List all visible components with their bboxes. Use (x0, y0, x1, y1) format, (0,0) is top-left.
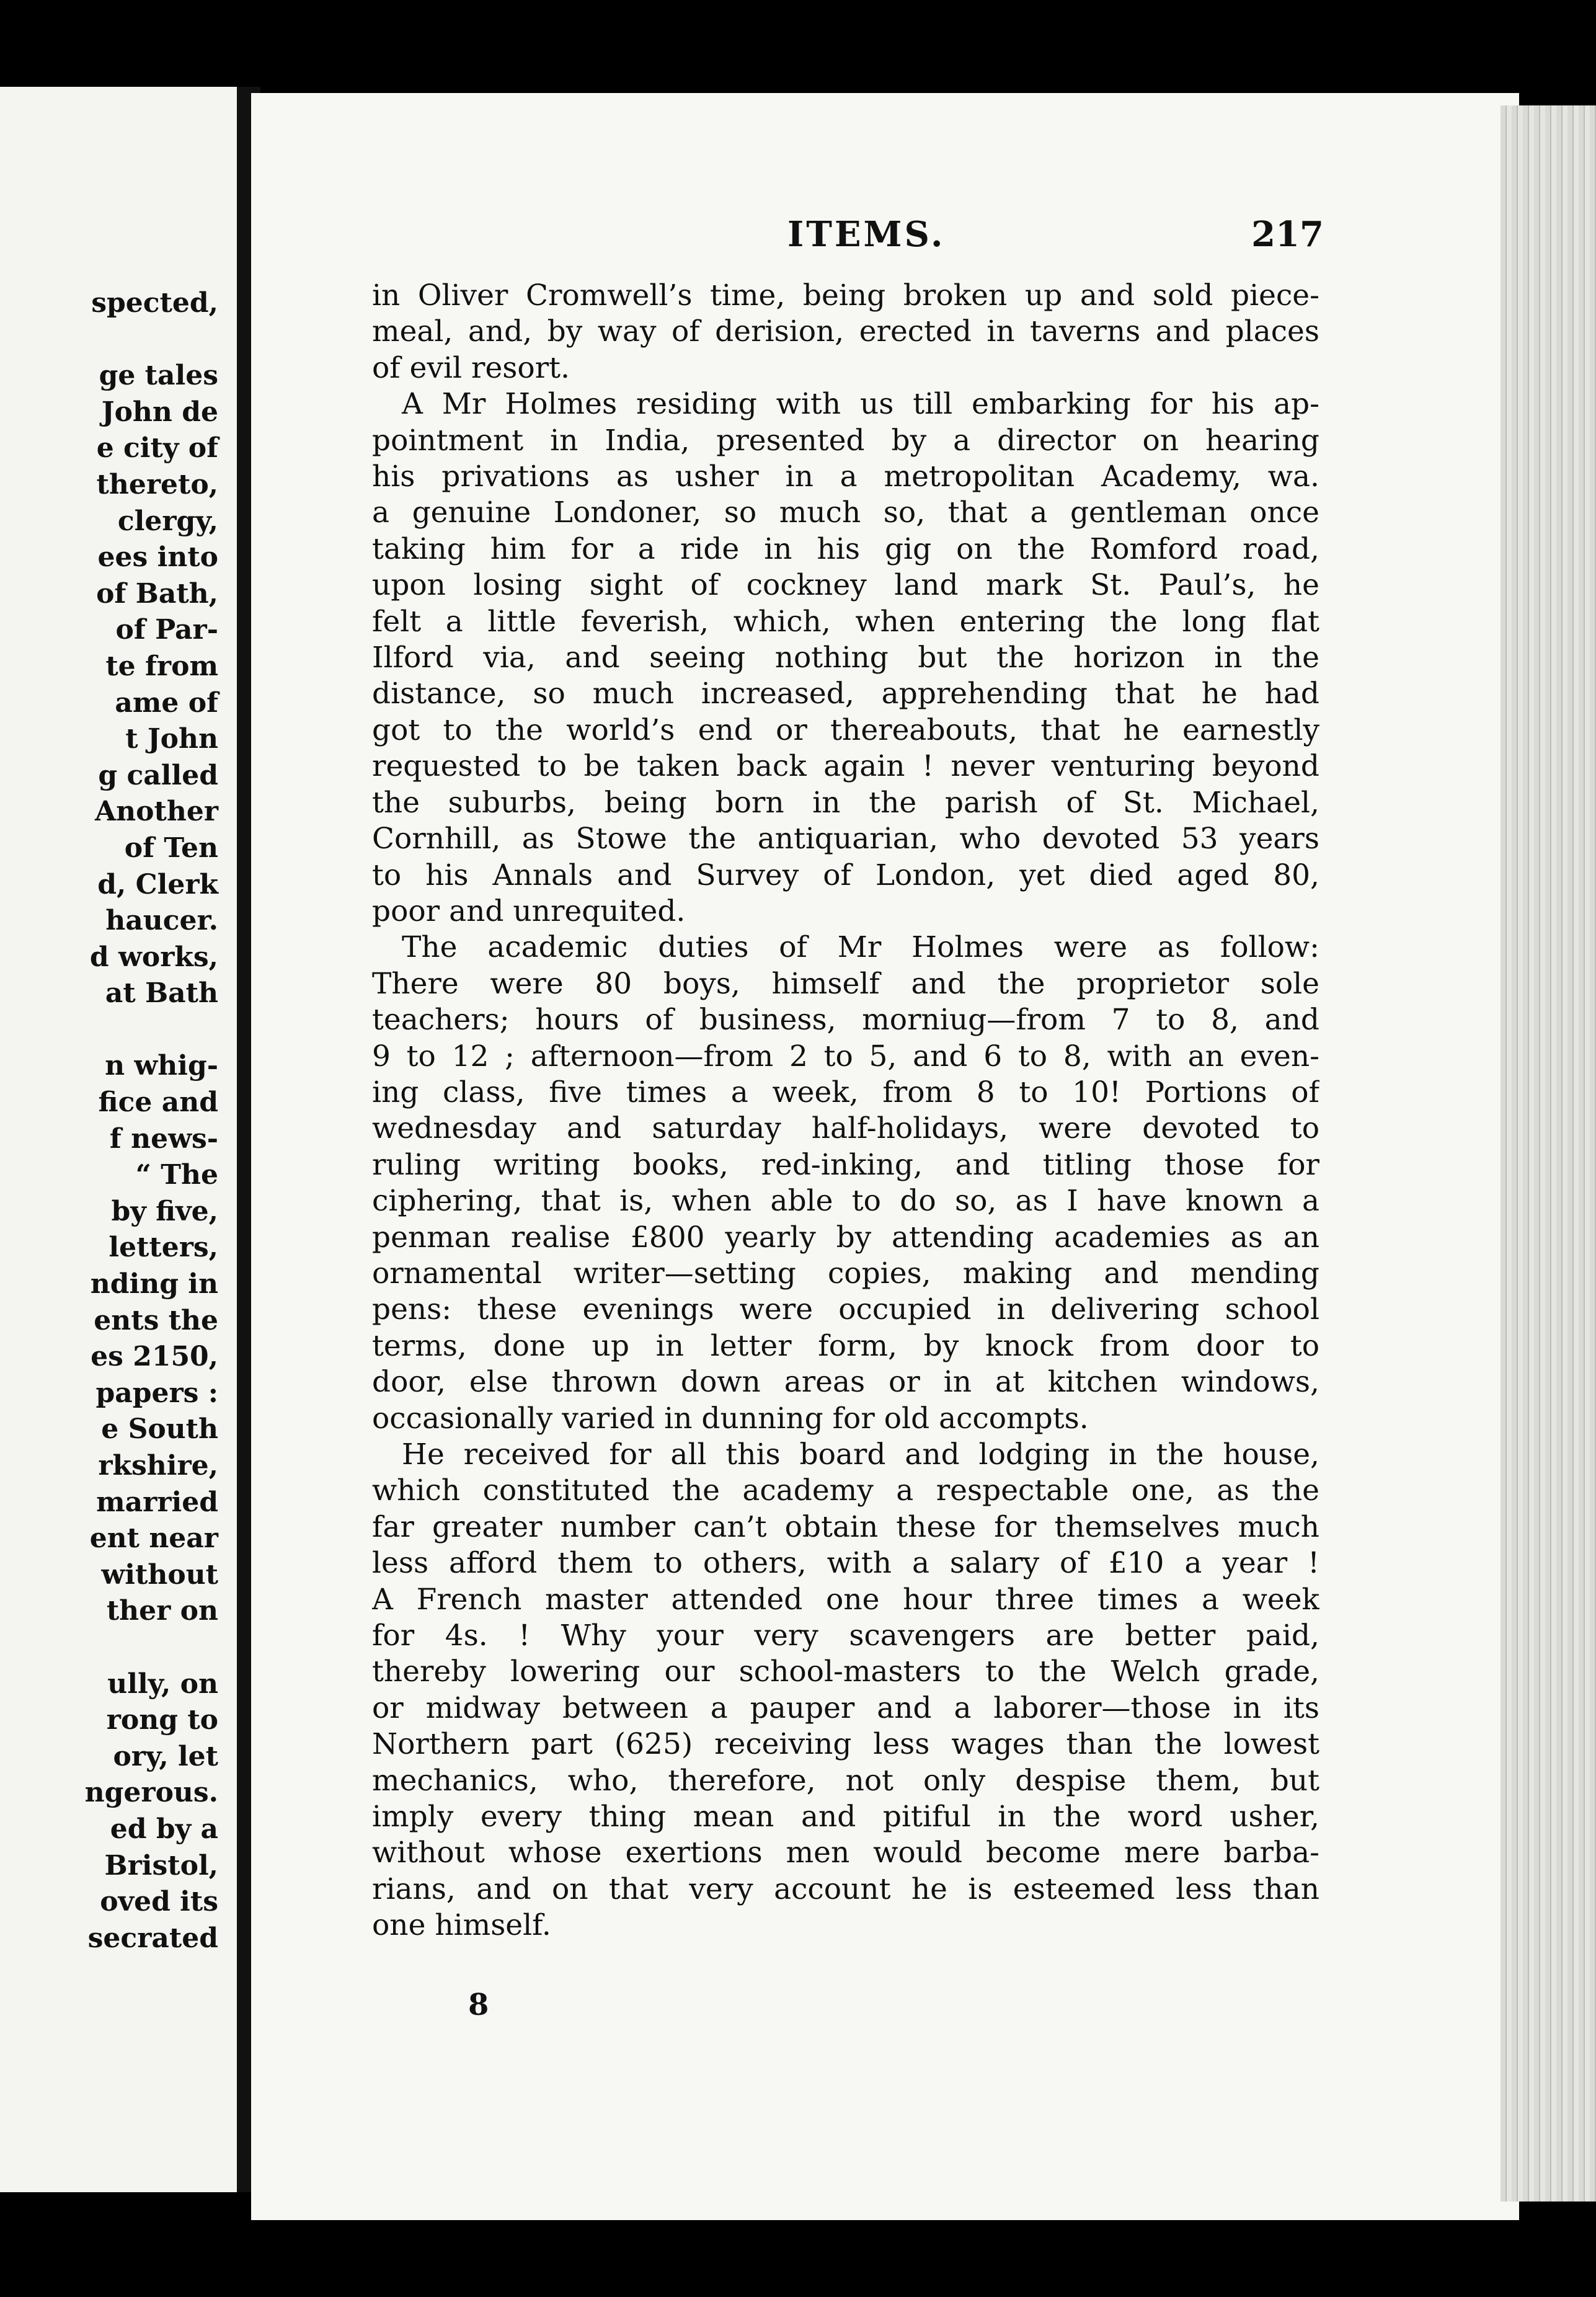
text-line: his privations as usher in a metropolitan Academy, wa. (372, 460, 1319, 494)
text-line: teachers; hours of business, morniug—from 7 to 8, and (372, 1003, 1319, 1037)
text-line: occasionally varied in dunning for old accompts. (372, 1401, 1089, 1436)
left-page-line: ther on (106, 1595, 218, 1627)
left-page-line: of Par- (115, 614, 218, 646)
left-page-line: ame of (115, 686, 218, 719)
text-line: There were 80 boys, himself and the proprietor sole (372, 966, 1319, 1001)
left-page-line: e South (101, 1413, 218, 1446)
left-page-line: ents the (94, 1304, 218, 1336)
left-page-text-fragments (7, 285, 218, 1957)
left-page-line: te from (105, 650, 218, 682)
left-page-line: ees into (97, 541, 218, 574)
page-header (787, 214, 1339, 257)
text-line: mechanics, who, therefore, not only despise them, but (372, 1763, 1319, 1798)
left-page-line: ge tales (99, 360, 218, 392)
text-line: Northern part (625) receiving less wages than the lowest (372, 1727, 1319, 1762)
text-line: Ilford via, and seeing nothing but the horizon in the (372, 641, 1319, 675)
left-page-line: ent near (89, 1522, 218, 1555)
text-line: or midway between a pauper and a laborer—those in its (372, 1691, 1319, 1725)
left-page-line: nding in (90, 1268, 218, 1300)
text-line: taking him for a ride in his gig on the Romford road, (372, 531, 1319, 566)
signature-mark: 8 (468, 1988, 489, 2022)
left-page-line: John de (101, 396, 218, 428)
text-line: requested to be taken back again ! never venturing beyond (372, 749, 1319, 784)
left-page-line: secrated (87, 1922, 218, 1954)
left-page (0, 87, 237, 2192)
text-line: A French master attended one hour three times a week (372, 1582, 1319, 1617)
left-page-line: ngerous. (84, 1777, 218, 1809)
left-page-line: spected, (91, 287, 218, 319)
left-page-line: fice and (98, 1086, 218, 1119)
left-page-line: e city of (96, 432, 218, 464)
page-number: 217 (1251, 214, 1324, 255)
left-page-line: t John (125, 723, 218, 755)
text-line: distance, so much increased, apprehending that he had (372, 677, 1319, 711)
text-line: pointment in India, presented by a director on hearing (372, 423, 1319, 458)
left-page-line: papers : (95, 1377, 218, 1409)
left-page-line: ed by a (110, 1813, 218, 1845)
text-line: upon losing sight of cockney land mark St. Paul’s, he (372, 568, 1319, 603)
left-page-line: letters, (109, 1232, 218, 1264)
text-line: He received for all this board and lodging in the house, (402, 1437, 1319, 1472)
page-edges (1501, 105, 1596, 2201)
text-line: to his Annals and Survey of London, yet died aged 80, (372, 858, 1319, 892)
left-page-line: Another (95, 796, 218, 828)
text-line: door, else thrown down areas or in at kitchen windows, (372, 1365, 1319, 1400)
text-line: Cornhill, as Stowe the antiquarian, who devoted 53 years (372, 822, 1319, 856)
text-line: of evil resort. (372, 350, 570, 385)
text-line: far greater number can’t obtain these for themselves much (372, 1509, 1319, 1544)
text-line: a genuine Londoner, so much so, that a gentleman once (372, 495, 1319, 530)
left-page-line: d works, (89, 941, 218, 973)
left-page-line: oved its (100, 1886, 218, 1918)
left-page-line: of Ten (124, 832, 218, 864)
left-page-line: haucer. (105, 905, 218, 937)
left-page-line: Bristol, (104, 1849, 218, 1882)
text-line: got to the world’s end or thereabouts, that he earnestly (372, 713, 1319, 747)
text-line: The academic duties of Mr Holmes were as follow: (402, 930, 1319, 965)
text-line: pens: these evenings were occupied in delivering school (372, 1292, 1319, 1327)
left-page-line (7, 1012, 218, 1049)
left-page-line: es 2150, (91, 1341, 218, 1373)
left-page-line: ory, let (113, 1740, 218, 1772)
text-line: A Mr Holmes residing with us till embarking for his ap- (402, 387, 1319, 422)
left-page-line: rkshire, (98, 1450, 218, 1482)
left-page-line: rong to (106, 1704, 218, 1736)
left-page-line: n whig- (105, 1050, 218, 1082)
left-page-line: at Bath (105, 977, 218, 1010)
text-line: for 4s. ! Why your very scavengers are better paid, (372, 1619, 1319, 1653)
text-line: ing class, five times a week, from 8 to 10! Portions of (372, 1075, 1319, 1109)
text-line: in Oliver Cromwell’s time, being broken up and sold piece- (372, 278, 1319, 313)
text-line: without whose exertions men would become mere barba- (372, 1836, 1319, 1870)
left-page-line: ully, on (107, 1668, 218, 1700)
text-line: ornamental writer—setting copies, making and mending (372, 1256, 1319, 1291)
text-line: one himself. (372, 1908, 551, 1943)
left-page-line: married (96, 1486, 218, 1518)
left-page-line: f news- (109, 1122, 218, 1155)
body-text (372, 278, 1319, 1981)
running-head: ITEMS. (787, 214, 946, 255)
text-line: penman realise £800 yearly by attending academies as an (372, 1220, 1319, 1255)
left-page-line: by five, (111, 1195, 218, 1227)
left-page-line (7, 322, 218, 358)
left-page-line: g called (98, 759, 218, 791)
text-line: meal, and, by way of derision, erected in taverns and places (372, 314, 1319, 349)
text-line: which constituted the academy a respectable one, as the (372, 1473, 1319, 1508)
text-line: less afford them to others, with a salary of £10 a year ! (372, 1546, 1319, 1581)
text-line: poor and unrequited. (372, 894, 686, 928)
left-page-line: of Bath, (96, 577, 218, 610)
left-page-line (7, 1630, 218, 1666)
left-page-line: “ The (135, 1159, 218, 1191)
text-line: 9 to 12 ; afternoon—from 2 to 5, and 6 to 8, with an even- (372, 1039, 1319, 1073)
text-line: thereby lowering our school-masters to the Welch grade, (372, 1655, 1319, 1689)
text-line: ruling writing books, red-inking, and titling those for (372, 1147, 1319, 1182)
left-page-line: d, Clerk (97, 868, 218, 900)
text-line: the suburbs, being born in the parish of St. Michael, (372, 785, 1319, 820)
text-line: wednesday and saturday half-holidays, were devoted to (372, 1111, 1319, 1146)
left-page-line: clergy, (117, 505, 218, 537)
left-page-line: thereto, (96, 468, 218, 500)
text-line: ciphering, that is, when able to do so, as I have known a (372, 1184, 1319, 1219)
text-line: rians, and on that very account he is esteemed less than (372, 1872, 1319, 1906)
left-page-line: without (101, 1558, 218, 1591)
text-line: felt a little feverish, which, when entering the long flat (372, 604, 1319, 639)
text-line: terms, done up in letter form, by knock from door to (372, 1328, 1319, 1363)
text-line: imply every thing mean and pitiful in the word usher, (372, 1800, 1319, 1834)
